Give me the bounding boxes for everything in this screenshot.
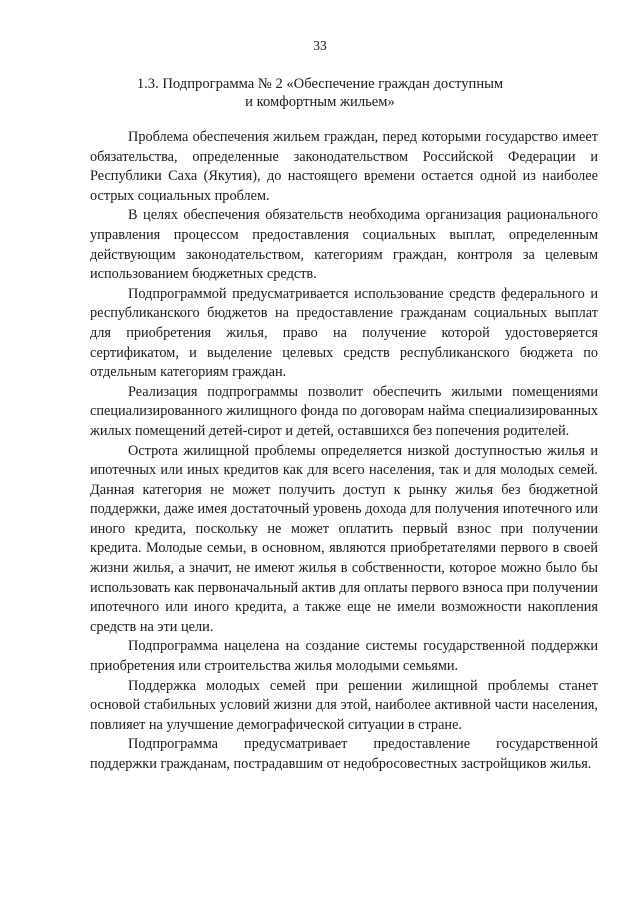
paragraph: Поддержка молодых семей при решении жилищной проблемы станет основой стабильных условий жизни для этой, наиболее активной части населения, повлияет на улучшение демографической ситуации в стране. [90,677,598,733]
section-heading-line-1: 1.3. Подпрограмма № 2 «Обеспечение граждан доступным [136,76,504,92]
paragraph: Острота жилищной проблемы определяется низкой доступностью жилья и ипотечных или иных кредитов как для всего населения, так и для молодых семей. Данная категория не может получить доступ к рынку жилья без бюджетной поддержки, даже имея достаточный уровень дохода для получения ипотечного или иного кредита, поскольку не может оплатить первый взнос при получении кредита. Молодые семьи, в основном, являются приобретателями первого в своей жизни жилья, а значит, не имеют жилья в собственности, которое можно было бы использовать как первоначальный актив для оплаты первого взноса при получении ипотечного или иного кредита, а также еще не имели возможности накопления средств на эти цели. [90,442,598,635]
paragraph: Подпрограмма нацелена на создание системы государственной поддержки приобретения или строительства жилья молодыми семьями. [90,638,598,675]
paragraph: Подпрограмма предусматривает предоставление государственной поддержки гражданам, пострадавшим от недобросовестных застройщиков жилья. [90,736,598,772]
section-heading [90,75,550,111]
body-text [90,128,598,775]
paragraph: Подпрограммой предусматривается использование средств федерального и республиканского бюджетов на предоставление гражданам социальных выплат для приобретения жилья, право на получение которой удостоверяется сертификатом, и выделение целевых средств республиканского бюджета по отдельным категориям граждан. [90,285,598,381]
section-heading-line-2: и комфортным жильем» [245,94,395,110]
paragraph: Реализация подпрограммы позволит обеспечить жилыми помещениями специализированного жилищного фонда по договорам найма специализированных жилых помещений детей-сирот и детей, оставшихся без попечения родителей. [90,383,598,439]
paragraph: В целях обеспечения обязательств необходима организация рационального управления процессом предоставления социальных выплат, определенным действующим законодательством, категориям граждан, контроля за целевым использованием бюджетных средств. [90,207,598,283]
page-number: 33 [313,38,327,53]
paragraph: Проблема обеспечения жильем граждан, перед которыми государство имеет обязательства, определенные законодательством Российской Федерации и Республики Саха (Якутия), до настоящего времени остается одной из наиболее острых социальных проблем. [90,129,598,204]
